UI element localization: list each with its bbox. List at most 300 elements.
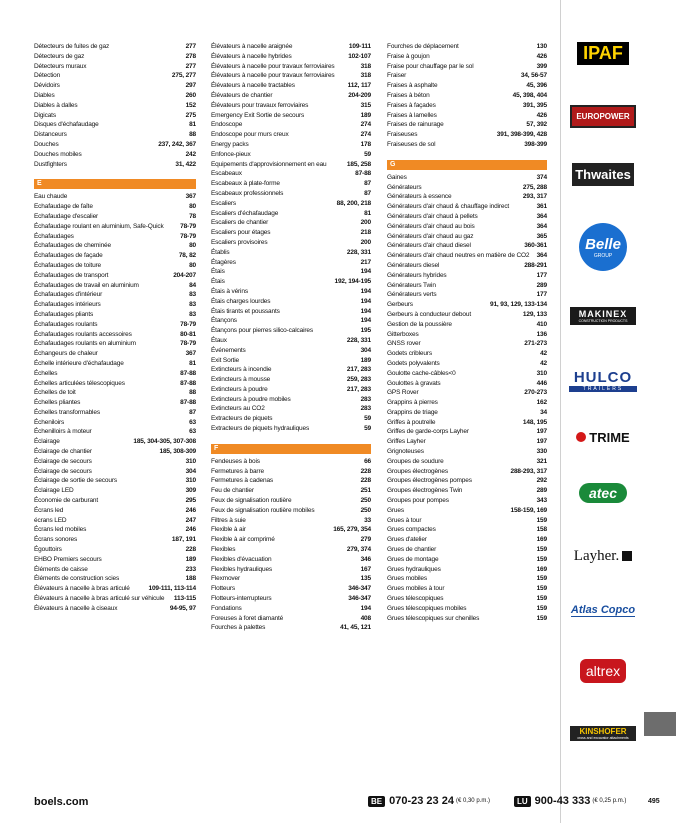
entry-term: Fourches de déplacement [387, 43, 459, 50]
entry-term: Extincteurs à incendie [211, 366, 272, 374]
entry-page-ref: 152 [185, 101, 196, 109]
entry-term: Flexibles hydrauliques [211, 565, 273, 573]
entry-term: Fraises à béton [387, 91, 430, 99]
makinex-logo-sub: CONSTRUCTION PRODUCTS [578, 319, 628, 323]
index-entry [211, 535, 371, 545]
index-entry [387, 140, 547, 150]
layher-logo [568, 545, 638, 567]
entry-term: Échafaudages de cheminée [34, 242, 111, 250]
entry-page-ref: 194 [360, 297, 371, 305]
entry-page-ref: 365 [536, 232, 547, 240]
entry-term: Éléments de caisse [34, 565, 88, 573]
entry-term: Étançons pour pierres silico-calcaires [211, 327, 313, 335]
entry-term: Échangeurs de chaleur [34, 350, 98, 358]
entry-term: Fraises à lamelles [387, 111, 437, 119]
entry-term: Flotteurs [211, 585, 235, 593]
index-entry [387, 271, 547, 281]
entry-page-ref: 217, 283 [346, 366, 371, 374]
entry-term: Digicats [34, 111, 56, 119]
entry-page-ref: 295 [185, 497, 196, 505]
index-entry [387, 565, 547, 575]
entry-page-ref: 250 [360, 506, 371, 514]
entry-term: Fraiseuses [387, 131, 418, 139]
entry-term: Grues compactes [387, 526, 436, 534]
entry-page-ref: 87-88 [355, 170, 371, 178]
entry-term: Étaux [211, 336, 227, 344]
entry-page-ref: 42 [540, 350, 547, 358]
index-entry [387, 525, 547, 535]
index-entry [211, 414, 371, 424]
entry-page-ref: 364 [536, 212, 547, 220]
index-entry [211, 52, 371, 62]
entry-term: Flexibles d'évacuation [211, 555, 272, 563]
thwaites-logo-text: Thwaites [572, 163, 634, 186]
entry-term: Gerbeurs [387, 301, 413, 309]
entry-page-ref: 260 [185, 91, 196, 99]
index-entry [34, 496, 196, 506]
entry-page-ref: 78-79 [180, 320, 196, 328]
entry-term: Flexible à air [211, 526, 246, 534]
entry-term: Éclairage de sortie de secours [34, 477, 117, 485]
index-entry [387, 379, 547, 389]
entry-term: Étais charges lourdes [211, 297, 271, 305]
entry-page-ref: 360-361 [524, 242, 547, 250]
entry-term: Générateurs à essence [387, 193, 452, 201]
index-entry [34, 594, 196, 604]
entry-term: Goulotte cache-câbles<0 [387, 369, 456, 377]
index-entry [387, 192, 547, 202]
trime-logo [568, 428, 638, 446]
index-entry [34, 369, 196, 379]
entry-page-ref: 83 [189, 301, 196, 309]
index-entry [387, 281, 547, 291]
europower-logo-text: EUROPOWER [570, 105, 635, 128]
entry-page-ref: 177 [536, 291, 547, 299]
entry-page-ref: 59 [364, 415, 371, 423]
entry-term: Griffes de garde-corps Layher [387, 428, 469, 436]
index-entry [34, 339, 196, 349]
index-entry [211, 42, 371, 52]
entry-page-ref: 78, 82 [178, 252, 196, 260]
entry-page-ref: 185, 304-305, 307-308 [133, 438, 196, 446]
entry-page-ref: 250 [360, 497, 371, 505]
entry-term: Élévateurs à nacelle pour travaux ferroviaires [211, 72, 335, 80]
index-entry [211, 424, 371, 434]
entry-term: Échelles transformables [34, 408, 100, 416]
index-entry [387, 398, 547, 408]
entry-page-ref: 391, 398-399, 428 [496, 131, 547, 139]
index-entry [34, 52, 196, 62]
entry-page-ref: 204-209 [348, 91, 371, 99]
index-entry [34, 140, 196, 150]
entry-term: Échafaudages roulants [34, 320, 98, 328]
entry-term: Grues mobiles [387, 575, 427, 583]
entry-page-ref: 159 [536, 614, 547, 622]
index-entry [34, 437, 196, 447]
entry-term: Goulottes à gravats [387, 379, 441, 387]
entry-page-ref: 57, 392 [526, 121, 547, 129]
index-entry [34, 349, 196, 359]
index-entry [211, 297, 371, 307]
index-entry [211, 506, 371, 516]
entry-page-ref: 398-399 [524, 140, 547, 148]
entry-page-ref: 169 [536, 536, 547, 544]
entry-page-ref: 102-107 [348, 52, 371, 60]
index-entry [211, 91, 371, 101]
entry-page-ref: 194 [360, 268, 371, 276]
entry-page-ref: 237, 242, 367 [158, 140, 196, 148]
index-entry [34, 574, 196, 584]
entry-term: Escaliers [211, 199, 237, 207]
europower-logo [568, 105, 638, 127]
entry-page-ref: 293, 317 [522, 193, 547, 201]
index-entry [387, 614, 547, 624]
entry-term: Groupes électrogènes [387, 467, 448, 475]
entry-page-ref: 34, 56-57 [520, 72, 547, 80]
index-entry [34, 418, 196, 428]
entry-page-ref: 217 [360, 258, 371, 266]
entry-term: Élévateurs à nacelle araignée [211, 43, 293, 50]
index-entry [34, 320, 196, 330]
index-entry [387, 359, 547, 369]
entry-page-ref: 228 [360, 467, 371, 475]
entry-term: Échafaudages intérieurs [34, 301, 101, 309]
index-entry [211, 375, 371, 385]
index-entry [211, 160, 371, 170]
entry-page-ref: 194 [360, 287, 371, 295]
entry-term: Dévidoirs [34, 82, 60, 90]
entry-term: Escaliers provisoires [211, 238, 268, 246]
index-entry [211, 574, 371, 584]
index-entry [387, 101, 547, 111]
index-entry [34, 516, 196, 526]
entry-term: Écrans led [34, 506, 64, 514]
entry-term: Gerbeurs à conducteur debout [387, 310, 471, 318]
entry-page-ref: 310 [536, 369, 547, 377]
entry-term: Étais [211, 278, 225, 286]
section-tab-marker [644, 712, 676, 736]
index-entry [211, 101, 371, 111]
index-entry [34, 506, 196, 516]
entry-term: Élévateurs à nacelle hybrides [211, 52, 292, 60]
index-entry [34, 192, 196, 202]
index-entry [387, 130, 547, 140]
index-entry [34, 81, 196, 91]
index-entry [34, 535, 196, 545]
index-entry [211, 545, 371, 555]
entry-page-ref: 84 [189, 281, 196, 289]
entry-term: Événements [211, 346, 246, 354]
index-entry [34, 604, 196, 614]
index-entry [34, 261, 196, 271]
entry-term: Générateurs d'air chaud neutres en matière de CO2 [387, 252, 530, 260]
entry-page-ref: 446 [536, 379, 547, 387]
index-entry [34, 91, 196, 101]
index-entry [387, 202, 547, 212]
index-entry [211, 209, 371, 219]
index-entry [387, 173, 547, 183]
entry-term: Diables à dalles [34, 101, 78, 109]
entry-term: Éclairage LED [34, 487, 74, 495]
index-entry [387, 535, 547, 545]
entry-term: Eau chaude [34, 193, 68, 201]
entry-term: Gaines [387, 173, 407, 181]
entry-page-ref: 113-115 [173, 595, 196, 603]
entry-term: Générateurs d'air chaud & chauffage indirect [387, 203, 510, 211]
index-entry [34, 150, 196, 160]
entry-page-ref: 197 [536, 428, 547, 436]
entry-term: Fourches à palettes [211, 624, 266, 632]
index-entry [387, 457, 547, 467]
entry-page-ref: 78-79 [180, 340, 196, 348]
entry-term: Échafaudages de façade [34, 252, 103, 260]
entry-term: Échafaudages de travail en aluminium [34, 281, 139, 289]
altrex-logo-text: altrex [580, 659, 626, 683]
entry-term: Fraiseuses de sol [387, 140, 436, 148]
makinex-logo-text: MAKINEX [578, 309, 628, 319]
entry-page-ref: 310 [185, 457, 196, 465]
entry-term: Grues [387, 506, 404, 514]
entry-term: Fraises à asphalte [387, 82, 438, 90]
index-entry [387, 330, 547, 340]
entry-page-ref: 304 [185, 467, 196, 475]
section-gap [211, 434, 371, 444]
entry-page-ref: 361 [536, 203, 547, 211]
index-entry [211, 604, 371, 614]
index-entry [387, 183, 547, 193]
entry-term: Escaliers d'échafaudage [211, 209, 279, 217]
entry-page-ref: 112, 117 [347, 82, 371, 90]
index-entry [34, 130, 196, 140]
entry-term: Élévateurs à nacelle à bras articulé [34, 585, 130, 593]
entry-term: Grues hydrauliques [387, 565, 441, 573]
index-entry [211, 516, 371, 526]
index-entry [387, 486, 547, 496]
entry-page-ref: 63 [189, 428, 196, 436]
entry-term: Griffes à poutrelle [387, 418, 436, 426]
index-entry [387, 427, 547, 437]
entry-page-ref: 391, 395 [522, 101, 547, 109]
entry-term: Échenilloirs à moteur [34, 428, 92, 436]
entry-term: Filtres à suie [211, 516, 246, 524]
entry-page-ref: 228, 331 [346, 248, 371, 256]
entry-term: Endoscope pour murs creux [211, 131, 289, 139]
index-entry [387, 310, 547, 320]
index-entry [211, 120, 371, 130]
index-entry [387, 300, 547, 310]
entry-page-ref: 318 [360, 62, 371, 70]
entry-page-ref: 80-81 [180, 330, 196, 338]
index-entry [387, 555, 547, 565]
index-entry [34, 160, 196, 170]
entry-page-ref: 288-291 [524, 261, 547, 269]
ipaf-logo [568, 40, 638, 66]
entry-term: Emergency Exit Sortie de secours [211, 111, 305, 119]
entry-page-ref: 159 [536, 585, 547, 593]
index-entry [387, 251, 547, 261]
entry-term: Griffes Layher [387, 438, 426, 446]
entry-term: Fraises à façades [387, 101, 436, 109]
brand-sidebar [560, 0, 676, 823]
index-entry [387, 604, 547, 614]
entry-term: Douches mobiles [34, 150, 82, 158]
hulco-logo [568, 366, 638, 394]
ipaf-logo-text: IPAF [577, 42, 629, 65]
entry-term: Extincteurs à poudre mobiles [211, 395, 291, 403]
index-entry [211, 130, 371, 140]
entry-page-ref: 59 [364, 150, 371, 158]
entry-term: Étais à vérins [211, 287, 248, 295]
entry-term: Echafaudage de faîte [34, 203, 93, 211]
entry-term: Grues télescopiques [387, 595, 444, 603]
website-url[interactable]: boels.com [34, 796, 89, 808]
entry-page-ref: 292 [536, 477, 547, 485]
index-entry [34, 111, 196, 121]
entry-term: Fraise pour chauffage par le sol [387, 62, 474, 70]
index-entry [211, 218, 371, 228]
phone-number-lu: 900-43 333 [534, 795, 591, 807]
entry-page-ref: 289 [536, 281, 547, 289]
entry-term: Échafaudages de transport [34, 271, 109, 279]
entry-term: EHBO Premiers secours [34, 555, 102, 563]
entry-page-ref: 297 [185, 82, 196, 90]
index-entry [34, 584, 196, 594]
entry-term: Générateurs diesel [387, 261, 440, 269]
entry-term: Diables [34, 91, 55, 99]
index-entry [34, 565, 196, 575]
index-entry [211, 525, 371, 535]
index-entry [211, 111, 371, 121]
entry-term: Fermetures à barre [211, 467, 264, 475]
index-entry [387, 349, 547, 359]
entry-term: Écheniloirs [34, 418, 65, 426]
entry-page-ref: 59 [364, 425, 371, 433]
entry-term: Étançons [211, 317, 237, 325]
hulco-logo-sub: TRAILERS [569, 386, 637, 392]
entry-term: Distanceurs [34, 131, 67, 139]
entry-page-ref: 200 [360, 219, 371, 227]
index-entry [211, 199, 371, 209]
entry-term: Groupes de soudure [387, 457, 444, 465]
index-entry [34, 42, 196, 52]
entry-term: Feux de signalisation routière mobiles [211, 506, 315, 514]
entry-term: Escaliers pour étages [211, 229, 271, 237]
entry-term: Exit Sortie [211, 356, 239, 364]
index-entry [387, 120, 547, 130]
entry-term: Établis [211, 248, 230, 256]
index-entry [211, 404, 371, 414]
index-entry [387, 574, 547, 584]
entry-page-ref: 159 [536, 546, 547, 554]
index-entry [34, 202, 196, 212]
index-entry [211, 62, 371, 72]
entry-page-ref: 288-293, 317 [510, 467, 547, 475]
index-entry [211, 287, 371, 297]
entry-page-ref: 228 [360, 477, 371, 485]
phone-belgium [368, 795, 490, 807]
index-entry [34, 457, 196, 467]
entry-term: Echafaudage d'escalier [34, 212, 99, 220]
index-entry [211, 356, 371, 366]
entry-term: Échafaudages de toiture [34, 261, 102, 269]
entry-page-ref: 81 [189, 359, 196, 367]
entry-term: Escabeaux professionnels [211, 189, 284, 197]
index-entry [211, 555, 371, 565]
entry-term: Endoscope [211, 121, 243, 129]
index-entry [34, 486, 196, 496]
atec-logo [568, 481, 638, 505]
index-entry [211, 486, 371, 496]
entry-term: Extincteurs à mousse [211, 376, 271, 384]
entry-page-ref: 78-79 [180, 222, 196, 230]
index-entry [387, 62, 547, 72]
entry-page-ref: 247 [185, 516, 196, 524]
phone-rate-be: (€ 0,30 p.m.) [455, 798, 490, 804]
belle-logo [568, 222, 638, 272]
entry-page-ref: 275 [185, 111, 196, 119]
entry-term: Générateurs [387, 183, 422, 191]
entry-page-ref: 109-111 [348, 43, 371, 50]
entry-term: Égouttoirs [34, 546, 62, 554]
index-entry [34, 427, 196, 437]
entry-page-ref: 81 [364, 209, 371, 217]
index-entry [387, 111, 547, 121]
index-entry [387, 71, 547, 81]
entry-page-ref: 94-95, 97 [169, 604, 196, 612]
entry-term: Flexibles [211, 546, 236, 554]
entry-page-ref: 109-111, 113-114 [148, 585, 196, 593]
entry-term: Groupes électrogènes pompes [387, 477, 472, 485]
index-entry [387, 476, 547, 486]
entry-page-ref: 217, 283 [346, 385, 371, 393]
index-entry [387, 408, 547, 418]
entry-term: Grappins de triage [387, 408, 438, 416]
entry-page-ref: 185, 308-309 [159, 448, 196, 456]
index-entry [211, 179, 371, 189]
entry-page-ref: 233 [185, 565, 196, 573]
entry-page-ref: 275, 288 [522, 183, 547, 191]
section-letter-header: E [34, 179, 196, 189]
index-entry [34, 545, 196, 555]
entry-page-ref: 246 [185, 506, 196, 514]
index-entry [387, 437, 547, 447]
entry-term: Générateurs d'air chaud diesel [387, 242, 471, 250]
entry-term: Groupes électrogènes Twin [387, 487, 463, 495]
entry-term: Échafaudage roulant en aluminium, Safe-Quick [34, 222, 164, 230]
entry-page-ref: 129, 133 [522, 310, 547, 318]
index-entry [387, 467, 547, 477]
entry-term: Échelle intérieure d'échafaudage [34, 359, 124, 367]
entry-term: Energy packs [211, 140, 249, 148]
index-entry [211, 228, 371, 238]
entry-page-ref: 330 [536, 448, 547, 456]
entry-term: Grues télescopiques sur chenilles [387, 614, 480, 622]
entry-page-ref: 246 [185, 526, 196, 534]
entry-term: Gitterboxes [387, 330, 419, 338]
index-entry [211, 565, 371, 575]
atec-logo-text: atec [579, 483, 627, 503]
entry-term: Gestion de la poussière [387, 320, 452, 328]
index-entry [211, 457, 371, 467]
phone-number-be: 070-23 23 24 [389, 795, 454, 807]
entry-term: Fraises de rainurage [387, 121, 444, 129]
index-entry [387, 91, 547, 101]
entry-page-ref: 87-88 [180, 369, 196, 377]
entry-page-ref: 88, 200, 218 [336, 199, 371, 207]
entry-page-ref: 159 [536, 516, 547, 524]
entry-term: Fraiser [387, 72, 407, 80]
entry-page-ref: 318 [360, 72, 371, 80]
